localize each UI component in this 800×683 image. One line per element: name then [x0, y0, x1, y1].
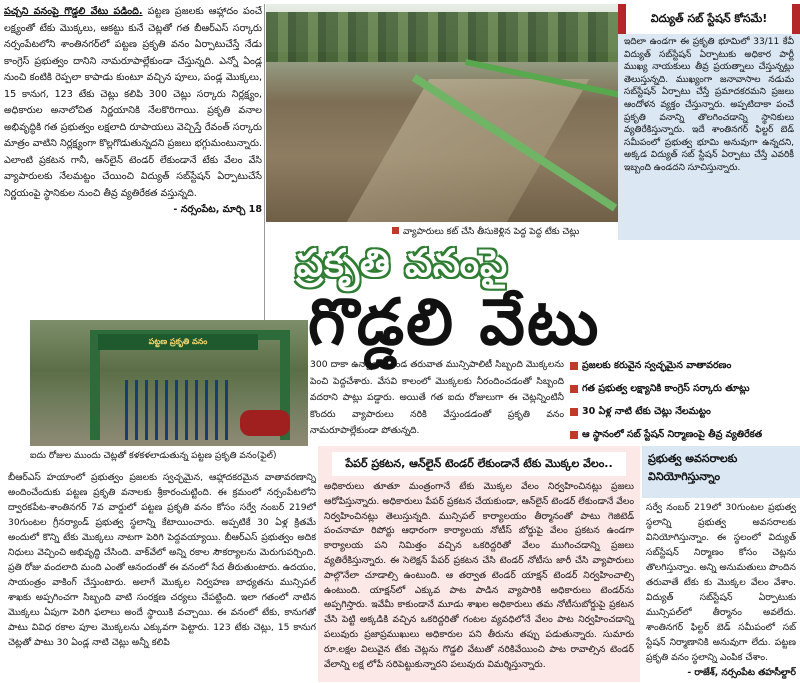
auction-body: అధికారులు తూతూ మంత్రంగానే టేకు మొక్కల వేలం నిర్వహించినట్లు ప్రజలు ఆరోపిస్తున్నారు. అధికారులు పేపర్ ప్రకటన చేయకుండా, ఆన్‌లైన్ టెండర్ లేకుండానే వేలం నిర్వహించినట్లు తెలుస్తున్నది. మున్సిపల్ కార్యాలయం తీర్మానంతో పాటు గెజిటెడ్ పంచనామా రిపోర్టు ఆధారంగా కార్యాలయ నోటీస్ బోర్డుపై వేలం ప్రకటన ఉండగా కార్యాలయ పని నిమిత్తం వచ్చిన ఒకరిద్దరితో వేలం ముగించడాన్ని ప్రజలు వ్యతిరేకిస్తున్నారు. ఈ సెలెక్షన్ పేపర్ ప్రకటన చేసి టెండర్ నోటీసు జారీ చేసి వ్యాపారులు పాల్గొనేలా చూడాల్సి ఉంటుంది. ఆ తర్వాత టెండర్ యాక్షన్ టెండర్ నిర్వహించాల్సి ఉంటుంది. యాక్షన్‌లో ఎక్కువ పాట పాడిన వ్యాపారికి అధికారులు టెండర్‌ను అప్పగిస్తారు. ఇవేమీ కాకుండానే మూడు శాఖల అధికారులు తమ నోటీసుబోర్డుపై ప్రకటన చేసి పెట్టి అక్కడికి వచ్చిన ఒకరిద్దరితో గంటల వ్యవధిలోనే వేలం పాట నిర్వహించడాన్ని పలువురు ప్రజాప్రముఖులు అధికారుల పని తీరును తప్పు పడుతున్నారు. సుమారు రూ.లక్షల విలువైన టేకు చెట్లను గొడ్డలి వేటుతో నరికివేయించి పాట రావాల్సిన టెండర్ వేలాన్ని లక్ష లోపే సరిపెట్టుకున్నారని పలువురు విమర్శిస్తున్నారు. [324, 481, 634, 670]
highlight-item: ఆ స్థానంలో సబ్ స్టేషన్ నిర్మాణంపై తీవ్ర వ్యతిరేకత [566, 426, 798, 444]
official-quote-box [642, 446, 800, 682]
lead-dateline: - నర్సంపేట, మార్చి 18 [173, 204, 262, 215]
photo-treeline [266, 12, 618, 62]
photo-gate-sign: పట్టణ ప్రకృతి వనం [98, 334, 258, 350]
caption-marker-icon [392, 227, 399, 234]
highlight-item: 30 ఏళ్ల నాటి టేకు చెట్లు నేలమట్టం [566, 403, 798, 421]
substation-heading: విద్యుత్ సబ్ స్టేషన్ కోసమే! [618, 4, 800, 34]
highlight-item: ప్రజలకు కరువైన స్వచ్ఛమైన వాతావరణం [566, 357, 798, 375]
official-quote-paragraph [642, 498, 800, 682]
official-quote-byline: - రాజేశ్, నర్సంపేట తహసీల్దార్ [687, 667, 796, 678]
lower-left-body: బీఆర్ఎస్ హయాంలో ప్రభుత్వం ప్రజలకు స్వచ్ఛమైన, ఆహ్లాదకరమైన వాతావరణాన్ని అందించేందుకు పట్టణ ప్రకృతి వనాలకు శ్రీకారంచుట్టింది. ఈ క్రమంలో నర్సంపేటలోని ద్వారకపేట-శాంతినగర్ 7వ వార్డులో పట్టణ ప్రకృతి వనం కోసం సర్వే నంబర్ 219లో 30గుంటల గ్రీనర్యాండ్ ప్రభుత్వ స్థలాన్ని కేటాయించారు. అప్పటికే 30 ఏళ్ల క్రితమే అందులో కొన్ని టేకు మొక్కలు నాటగా పెరిగి పెద్దవయ్యాయి. బీఆర్ఎస్ ప్రభుత్వం అదిక నిధులు వెచ్చించి అభివృద్ధి చేసింది. వాక్‌వేలో అన్ని రకాల సౌకర్యాలను మెరుగుపర్చింది. ప్రతి రోజు వందలాది మంది ఎంతో ఆనందంతో ఈ వనంలో సేద తీరుతుంటారు. ఉదయం, సాయంత్రం వాకింగ్ చేస్తుంటారు. అలాగే మొక్కల నిర్వహణ బాధ్యతను మున్సిపల్ శాఖకు అప్పగించగా సిబ్బంది వాటి సంరక్షణ చర్యలు చేపట్టింది. ఇలా గతంలో నాటిన మొక్కలు ఏపుగా పెరిగి ఫలాలు అందే స్థాయికి వచ్చాయి. ఈ వనంలో టేకు, కానుగతో పాటు వివిధ రకాల పూల మొక్కలను ఎక్కువగా పెట్టారు. 123 టేకు చెట్లు, 15 కానుగ చెట్లతో పాటు 30 ఏండ్ల నాటి చెట్లు అన్నీ కలిపి [8, 472, 316, 648]
official-quote-heading: ప్రభుత్వ అవసరాలకు వినియోగిస్తున్నాం [642, 446, 800, 498]
photo-top-caption-text: వ్యాపారులు కట్ చేసి తీసుకెళ్లిన పెద్ద పెద్ద టేకు చెట్లు [403, 227, 580, 237]
substation-sidebar [618, 4, 800, 240]
auction-heading: పేపర్ ప్రకటన, ఆన్‌లైన్ టెండర్ లేకుండానే టేకు మొక్కల వేలం.. [332, 452, 626, 476]
headline-main: గొడ్డలి వేటు [308, 286, 601, 360]
substation-body: ఇదిలా ఉండగా ఈ ప్రకృతి భూమిలో 33/11 కేవీ విద్యుత్ సబ్‌స్టేషన్ ఏర్పాటుకు అధికార పార్టీ ముఖ్య నాయకులు తీవ్ర ప్రయత్నాలు చేస్తున్నట్లు తెలుస్తున్నది. ముఖ్యంగా జనావాసాల నడుమ సబ్‌స్టేషన్ ఏర్పాటు చేస్తే ప్రమాదకరమని ప్రజలు ఆందోళన వ్యక్తం చేస్తున్నారు. అప్పటిదాకా పంచే ప్రకృతి వనాన్ని తొలగించడాన్ని స్థానికులు వ్యతిరేకిస్తున్నారు. ఇదే శాంతినగర్ ఫిల్టర్ బెడ్ సమీపంలో ప్రభుత్వ భూమి అనువుగా ఉన్నదని, అక్కడ విద్యుత్ సబ్ స్టేషన్ ఏర్పాటు చేస్తే ఎవరికీ ఇబ్బంది ఉండదని సూచిస్తున్నారు. [624, 37, 794, 173]
highlights-list [566, 357, 798, 453]
auction-article-box [318, 446, 640, 682]
photo-mid-caption: ఐదు రోజుల ముందు చెట్లతో కళకళలాడుతున్న పట్టణ ప్రకృతి వనం(ఫైల్) [30, 451, 277, 461]
lead-body: పట్టణ ప్రజలకు ఆహ్లాదం పంచే లక్ష్యంతో టేకు మొక్కలు, ఆకట్టు కునే చెట్లతో గత బీఆర్ఎస్ సర్కారు నర్సంపేటలోని శాంతినగర్‌లో పట్టణ ప్రకృతి వనం ఏర్పాటుచేస్తే నేడు కాంగ్రెస్ ప్రభుత్వం దానిని నామరూపాల్లేకుండా చేస్తున్నది. ఎన్నో ఏండ్ల నుంచి కంటికి రెప్పలా కాపాడు కుంటూ వచ్చిన పూలు, పండ్ల మొక్కలు, 15 కానుగ, 123 టేకు చెట్లు కలిపి 300 చెట్లు సర్కారు నిర్లక్ష్యం, అధికారుల అనాలోచిత నిర్ణయానికి నేలకొరిగాయి. ప్రకృతి వనాల అభివృద్ధికి గత ప్రభుత్వం లక్షలాది రూపాయలు వెచ్చిస్తే రేవంత్ సర్కారు మాత్రం వాటిని నిర్లక్ష్యంగా కొల్లగొడుతున్నదని ప్రజలు భగ్గుమంటున్నారు. ఎలాంటి ప్రకటన గానీ, ఆన్‌లైన్ టెండర్ లేకుండానే టేకు వేలం వేసి వ్యాపారులకు నేలమట్టం చేయించి విద్యుత్ సబ్‌స్టేషన్ ఏర్పాటుచేసే నిర్ణయంపై స్థానికుల నుంచి తీవ్ర వ్యతిరేకత వస్తున్నది. [4, 6, 262, 199]
lower-left-article [8, 470, 316, 682]
lead-body-paragraph [4, 4, 262, 219]
middle-article-body: 300 దాకా ఉన్నాయి. ఎండ తరువాత మున్సిపాలిటీ సిబ్బంది మొక్కలను పెంచి పెద్దచేశారు. వేసవి కాలంలో మొక్కలకు నీరందించడంతో సిబ్బంది వదరాని పాట్లు పడ్డారు. అయితే గత ఐదు రోజులుగా ఈ చెట్లన్నింటినీ కొందరు వ్యాపారులు నరికి వేస్తుండడంతో ప్రకృతి వనం నామరూపాల్లేకుండా పోతున్నది. [310, 359, 564, 437]
column-divider [264, 4, 265, 320]
headline-kicker: ప్రకృతి వనంపై [296, 241, 508, 285]
highlight-item: గత ప్రభుత్వ లక్ష్యానికి కాంగ్రెస్ సర్కారు తూట్లు [566, 380, 798, 398]
photo-gate-bars [125, 380, 235, 440]
official-quote-body: సర్వే నంబర్ 219లో 30గుంటల ప్రభుత్వ స్థలాన్ని ప్రభుత్వ అవసరాలకు వినియోగిస్తున్నాం. ఈ స్థలంలో విద్యుత్ సబ్‌స్టేషన్ నిర్మాణం కోసం చెట్లను తొలగిస్తున్నాం. అన్ని అనుమతులు పొందిన తరువాతే టేకు కు మొక్కల వేలం వేశాం. విద్యుత్ సబ్‌స్టేషన్ ఏర్పాటుకు మున్సిపల్‌లో తీర్మానం అవలేదు. శాంతినగర్ ఫిల్టర్ బెడ్ సమీపంలో సబ్ స్టేషన్ నిర్మాణానికి అనువుగా లేదు. పట్టణ ప్రకృతి వనం స్థలాన్ని ఎంపిక చేశాం. [646, 502, 796, 663]
photo-felled-trees [266, 4, 618, 222]
photo-motorbike [240, 410, 290, 436]
lead-kicker: పచ్చని వనంపై గొడ్డలి వేటు పడింది. [4, 6, 143, 17]
photo-park-gate [30, 320, 308, 446]
middle-article [310, 357, 564, 443]
lead-article [4, 4, 262, 320]
photo-path [343, 79, 590, 222]
